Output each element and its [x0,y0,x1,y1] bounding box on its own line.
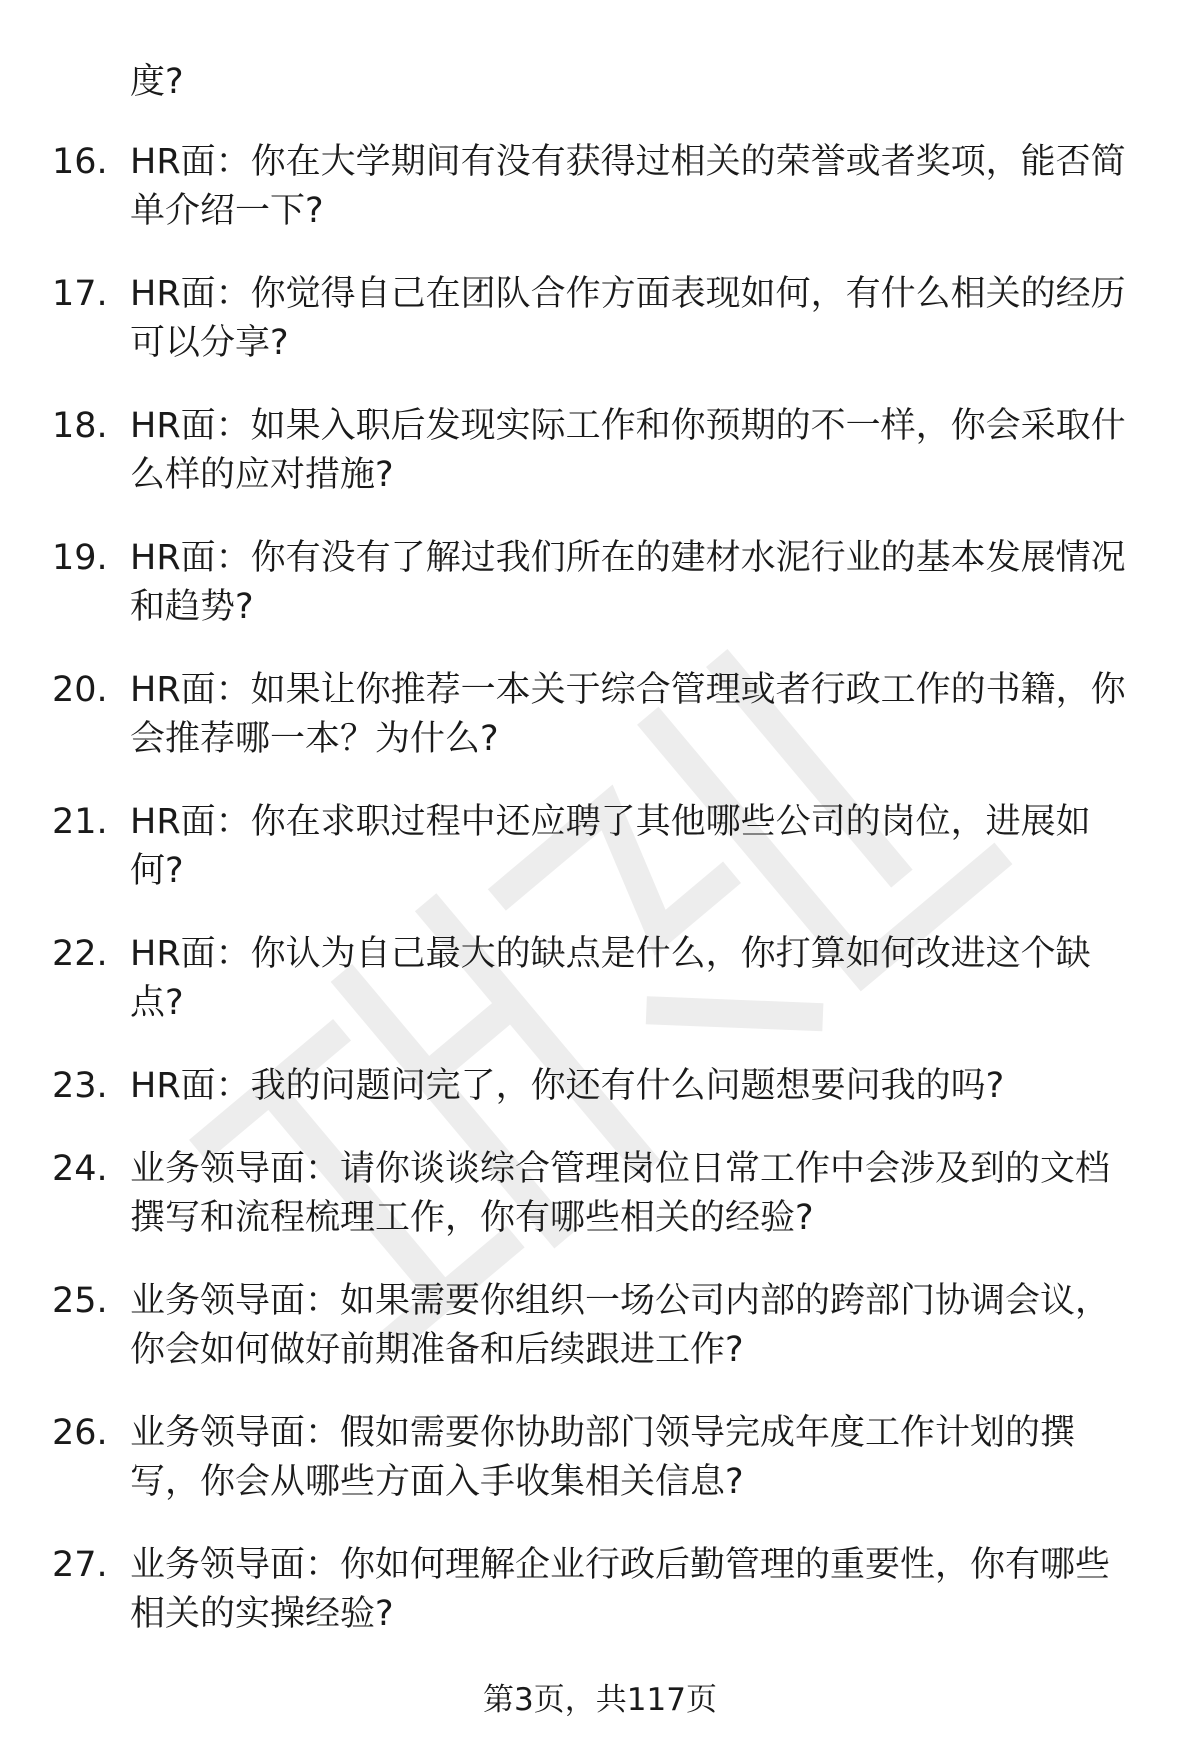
question-number: 16. [52,142,108,182]
question-line: 点? [130,983,184,1023]
question-line: HR面：你在大学期间有没有获得过相关的荣誉或者奖项，能否简 [130,142,1126,182]
continuation-text: 度? [130,62,184,102]
question-line: HR面：我的问题问完了，你还有什么问题想要问我的吗? [130,1066,1005,1106]
question-number: 18. [52,406,108,446]
question-text [130,1145,1150,1243]
list-item [0,1409,1200,1541]
question-text [130,1541,1150,1639]
question-text [130,402,1150,500]
question-text [130,666,1150,764]
list-item [0,930,1200,1062]
question-line: HR面：你在求职过程中还应聘了其他哪些公司的岗位，进展如 [130,802,1091,842]
question-text [130,534,1150,632]
question-line: HR面：你有没有了解过我们所在的建材水泥行业的基本发展情况 [130,538,1126,578]
question-text [130,1409,1150,1507]
list-item [0,1277,1200,1409]
question-number: 17. [52,274,108,314]
list-item [0,666,1200,798]
question-number: 25. [52,1281,108,1321]
question-line: 相关的实操经验? [130,1594,394,1634]
question-line: HR面：你认为自己最大的缺点是什么，你打算如何改进这个缺 [130,934,1091,974]
list-item [0,1062,1200,1145]
question-line: HR面：你觉得自己在团队合作方面表现如何，有什么相关的经历 [130,274,1126,314]
question-line: HR面：如果让你推荐一本关于综合管理或者行政工作的书籍，你 [130,670,1126,710]
list-item [0,534,1200,666]
question-text [130,1062,1150,1111]
list-item [0,270,1200,402]
question-number: 24. [52,1149,108,1189]
question-text [130,138,1150,236]
list-item [0,1145,1200,1277]
question-number: 21. [52,802,108,842]
page-footer: 第3页，共117页 [483,1682,717,1718]
list-item [0,798,1200,930]
question-number: 20. [52,670,108,710]
question-line: 业务领导面：请你谈谈综合管理岗位日常工作中会涉及到的文档 [130,1149,1111,1189]
question-list [0,138,1200,1673]
question-line: 单介绍一下? [130,191,324,231]
question-text [130,270,1150,368]
list-item [0,1541,1200,1673]
question-number: 19. [52,538,108,578]
question-number: 23. [52,1066,108,1106]
question-text [130,1277,1150,1375]
question-line: 你会如何做好前期准备和后续跟进工作? [130,1330,744,1370]
question-line: 何? [130,851,184,891]
question-line: 和趋势? [130,587,254,627]
question-line: 业务领导面：你如何理解企业行政后勤管理的重要性，你有哪些 [130,1545,1111,1585]
question-line: 撰写和流程梳理工作，你有哪些相关的经验? [130,1198,814,1238]
question-line: 会推荐哪一本？为什么? [130,719,499,759]
question-number: 22. [52,934,108,974]
question-text [130,798,1150,896]
question-text [130,930,1150,1028]
question-line: 业务领导面：如果需要你组织一场公司内部的跨部门协调会议， [130,1281,1111,1321]
question-number: 27. [52,1545,108,1585]
question-line: HR面：如果入职后发现实际工作和你预期的不一样，你会采取什 [130,406,1126,446]
question-line: 可以分享? [130,323,289,363]
question-line: 写，你会从哪些方面入手收集相关信息? [130,1462,744,1502]
question-line: 业务领导面：假如需要你协助部门领导完成年度工作计划的撰 [130,1413,1076,1453]
question-line: 么样的应对措施? [130,455,394,495]
list-item [0,138,1200,270]
question-number: 26. [52,1413,108,1453]
list-item [0,402,1200,534]
